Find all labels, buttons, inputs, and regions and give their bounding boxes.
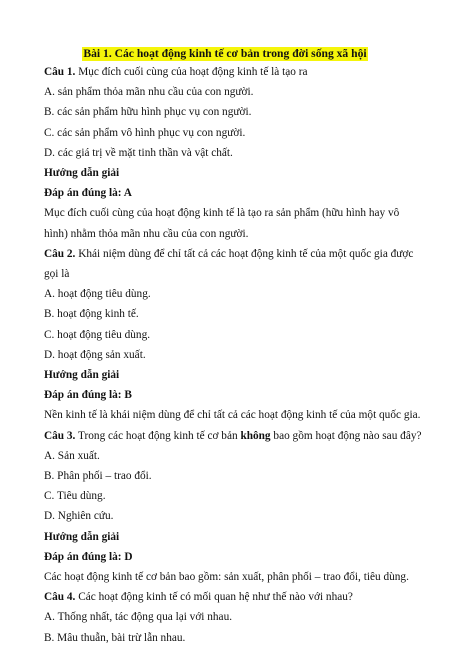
- question-text-after: bao gồm hoạt động nào sau đây?: [270, 429, 422, 442]
- document-body: [44, 62, 424, 648]
- question-label: Câu 4.: [44, 591, 76, 604]
- title-wrap: [0, 44, 450, 62]
- explanation: Mục đích cuối cùng của hoạt động kinh tế là tạo ra sản phẩm (hữu hình hay vô hình) nhằm thỏa mãn nhu cầu của con người.: [44, 207, 400, 240]
- correct-answer: Đáp án đúng là: B: [44, 389, 132, 402]
- question-text: Khái niệm dùng để chỉ tất cả các hoạt động kinh tế của một quốc gia được gọi là: [44, 247, 414, 281]
- question-label: Câu 1.: [44, 66, 76, 78]
- lesson-title: Bài 1. Các hoạt động kinh tế cơ bản trong đời sống xã hội: [83, 47, 367, 60]
- option-c: C. Tiêu dùng.: [44, 490, 106, 503]
- question-text-emphasis: không: [240, 429, 271, 442]
- option-b: B. Mâu thuẫn, bài trừ lẫn nhau.: [44, 631, 186, 644]
- option-b: B. các sản phẩm hữu hình phục vụ con người.: [44, 106, 252, 119]
- option-d: D. Nghiên cứu.: [44, 510, 114, 523]
- question-1: [44, 62, 424, 82]
- option-d: D. các giá trị về mặt tinh thần và vật chất.: [44, 146, 233, 159]
- option-c: C. các sản phẩm vô hình phục vụ con người.: [44, 126, 246, 139]
- question-4: [44, 587, 424, 607]
- solution-heading: Hướng dẫn giải: [44, 369, 120, 382]
- correct-answer: Đáp án đúng là: A: [44, 187, 132, 200]
- question-text: Các hoạt động kinh tế có mối quan hệ như thế nào với nhau?: [75, 591, 353, 604]
- explanation: Các hoạt động kinh tế cơ bản bao gồm: sản xuất, phân phối – trao đổi, tiêu dùng.: [44, 571, 409, 584]
- question-text: Mục đích cuối cùng của hoạt động kinh tế là tạo ra: [75, 66, 308, 78]
- question-label: Câu 3.: [44, 429, 76, 442]
- option-a: A. Sản xuất.: [44, 449, 100, 462]
- question-3: [44, 426, 424, 446]
- solution-heading: Hướng dẫn giải: [44, 167, 120, 180]
- option-c: C. hoạt động tiêu dùng.: [44, 328, 151, 341]
- explanation: Nền kinh tế là khái niệm dùng để chỉ tất cả các hoạt động kinh tế của một quốc gia.: [44, 409, 421, 422]
- option-a: A. sản phẩm thỏa mãn nhu cầu của con người.: [44, 86, 254, 99]
- option-d: D. hoạt động sản xuất.: [44, 348, 146, 361]
- question-text-before: Trong các hoạt động kinh tế cơ bản: [75, 429, 241, 442]
- correct-answer: Đáp án đúng là: D: [44, 550, 133, 563]
- option-a: A. Thống nhất, tác động qua lại với nhau.: [44, 611, 233, 624]
- solution-heading: Hướng dẫn giải: [44, 530, 120, 543]
- option-a: A. hoạt động tiêu dùng.: [44, 288, 151, 301]
- option-b: B. hoạt động kinh tế.: [44, 308, 139, 321]
- option-b: B. Phân phối – trao đổi.: [44, 470, 152, 483]
- question-label: Câu 2.: [44, 247, 76, 260]
- question-2: [44, 244, 424, 284]
